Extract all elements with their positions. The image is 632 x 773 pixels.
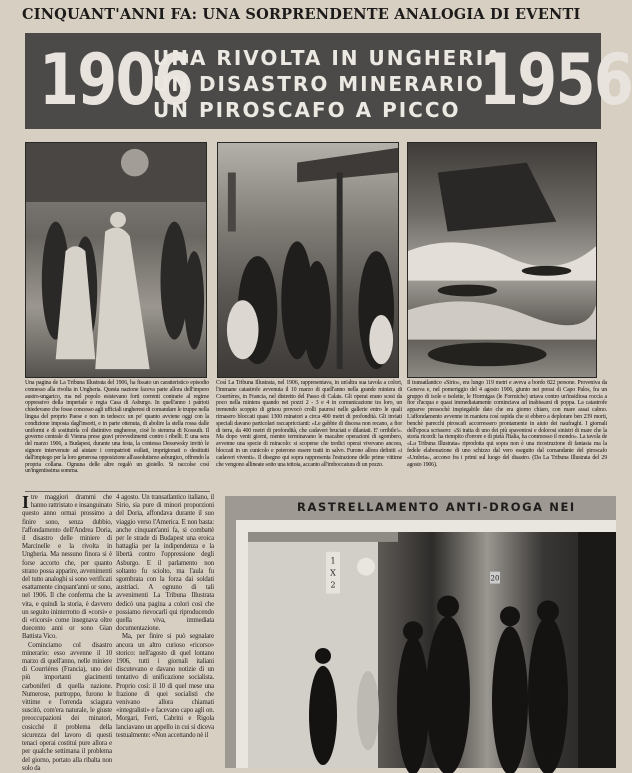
article-paragraph: Cominciamo col disastro minerario: esso avvenne il 10 marzo di quell'anno, nelle miniere di Courrières (Francia), uno dei più importanti giacimenti carboniferi di quella nazione. Numerose, purtroppo, furono le vittime e l'orrenda sciagura suscitò, com'era naturale, le giuste preoccupazioni dei minatori, cosicchè il problema della sicurezza del lavoro di questi tenaci operai costituì pure allora e per qualche settimana il problema del giorno, portato alla ribalta non solo da: [22, 641, 112, 772]
illustration-mine-disaster: [217, 142, 399, 378]
illustration-hungary-ball: [25, 142, 207, 378]
number-sign: 20: [490, 574, 500, 583]
article-paragraph: tre maggiori drammi che hanno rattristato e insanguinato questo anno ormai prossimo a finire sono, senza dubbio, l'affondamento dell'Andrea Doria, il disastro delle miniere di Marcinelle e la rivolta in Ungheria. Ma nessuno finora si è forse accorto che, per quanto strano possa apparire, avvenimenti del tutto analoghi si sono verificati esattamente cinquant'anni or sono, nel 1906. Il che conferma che la vita, e quindi la storia, è davvero un seguito ininterrotto di «corsi» e di «ricorsi» come insegnava oltre duecento anni or sono Gian Battista Vico.: [22, 494, 112, 641]
caption-mine: Così La Tribuna Illustrata, nel 1906, rappresentava, in un'altra sua tavola a colori, l'immane catastrofe avvenuta il 10 marzo di quell'anno nella grande miniera di Courrières, in Francia, nel distretto del Passo di Calais. Gli operai erano scesi da poco nella miniera quando nei pozzi 2 - 3 e 4 in comunicazione tra loro, un tremendo scoppio di grisou provocò crolli paurosi nelle gallerie entro le quali rimasero bloccati quasi 1300 minatori a circa 400 metri di profondità. Gli inviati speciali davano particolari raccapriccianti: «Le gabbie di discesa non recano, a fior di terra, da 400 metri di profondità, che cadaveri bruciati e dilaniati. E' orribile!». Ma dopo venti giorni, mentre terminavano le macabre operazioni di sgombero, avvenne una specie di miracolo: si scoperse che tredici operai vivevano ancora, bloccati in un cunicolo e poterono essere tratti in salvo. Furono allora definiti «i cadaveri viventi». Il disegno qui sopra rappresenta l'estrazione delle prime vittime che vengono allineate sotto una tettoia, accanto all'imboccatura di un pozzo.: [216, 380, 402, 468]
photo-feature: [225, 496, 616, 768]
street-raid-photo: [248, 532, 616, 768]
sign-text-1: 1: [330, 556, 336, 566]
article-column-2: [116, 494, 214, 740]
drop-cap: I: [22, 492, 29, 512]
headline-1: UNA RIVOLTA IN UNGHERIA: [153, 46, 503, 70]
photo-feature-title: RASTRELLAMENTO ANTI-DROGA NEI: [297, 500, 576, 514]
headline-banner: [25, 33, 632, 129]
caption-ship: Il transatlantico «Sirio», era lungo 119 metri e aveva a bordo 822 persone. Proveniva da Genova e, nel pomeriggio del 4 agosto 1906, giunto nei pressi di Capo Palos, fra un gruppo di isole e isolette, le Hormigas (le Formiche) urtava contro un'insidiosa roccia a fior d'acqua e quasi immediatamente cominciava ad inabissarsi di poppa. La catastrofe apparve pressochè inspiegabile dato che era giorno chiaro, con mare assai calmo. L'affondamento avvenne in maniera così rapida che si ebbero a deplorare ben 239 morti, benchè parecchi piroscafi accorressero prontamente in aiuto dei naufraghi. I giornali dell'epoca scrissero: «Si tratta di uno dei più spaventosi e dolorosi sinistri di mare che la storia ricordi: ha riempito d'orrore e di pietà l'Italia, ha commosso il mondo». La tavola de «La Tribuna Illustrata» riprodotta qui sopra non è una ricostruzione di fantasia ma la fedele elaborazione di uno schizzo dal vero eseguito dal comandante del piroscafo «Umbria», accorso fra i primi sul luogo del disastro. (Da La Tribuna Illustrata del 29 agosto 1906).: [407, 380, 607, 468]
sign-text-2: 2: [330, 580, 336, 590]
photo-mount: [236, 520, 616, 768]
headline-3: UN PIROSCAFO A PICCO: [153, 98, 461, 122]
year-right: 1956: [479, 39, 632, 121]
article-column-1: [22, 494, 112, 773]
article-paragraph: 4 agosto. Un transatlantico italiano, il Sirio, sia pure di minori proporzioni del Doria, affondava durante il suo viaggio verso l'America. E non basta: anche cinquant'anni fa, si combattè per le strade di Budapest una eroica battaglia per la indipendenza e la libertà contro l'oppressione degli Asburgo. E il parlamento non soltanto fu sciolto, ma l'aula fu sgombrata con la forza dai soldati austriaci. A ognuno di tali avvenimenti La Tribuna Illustrata dedicò una pagina a colori così che possiamo rievocarli qui riproducendo quella viva, immediata documentazione.: [116, 494, 214, 633]
illustration-sinking-ship: [407, 142, 597, 378]
sign-text-x: X: [330, 568, 336, 578]
headline-stack: [153, 45, 503, 123]
article-paragraph: Ma, per finire si può segnalare ancora un altro curioso «ricorso» storico: nell'agosto di quel lontano 1906, tutti i giornali italiani discutevano e davano notizie di un tentativo di unificazione socialista. Proprio così: il 10 di quel mese una frazione di quei socialisti che venivano allora chiamati «integralisti» e facevano capo agli on. Morgari, Ferri, Cabrini e Rigola lanciavano un appello in cui si diceva testualmente: «Non accettando nè il: [116, 633, 214, 739]
headline-2: UN DISASTRO MINERARIO: [153, 72, 485, 96]
section-kicker: CINQUANT'ANNI FA: UNA SORPRENDENTE ANALOGIA DI EVENTI: [22, 6, 581, 23]
year-left: 1906: [39, 39, 193, 121]
divider-rule: [25, 491, 210, 492]
caption-hungary: Una pagina de La Tribuna Illustrata del 1906, ha fissato un caratteristico episodio connesso alla rivolta in Ungheria. Questa nazione faceva parte allora dell'impero austro-ungarico, ma nel popolo esistevano forti correnti contrarie al regime oppressivo della imperiale e regia Casa di Asburgo. In quell'anno i patrioti chiedevano che fosse concesso agli ufficiali ungheresi di comandare le truppe nella lingua del proprio Paese e non in tedesco: un po' quanto avviene oggi con la condizione imposta dagl'insorti, e in parte ottenuta, di abolire la stella rossa dalle uniformi e di sostituirla col distintivo ungherese, cioè lo stemma di Kossuth. Il governo centrale di Vienna prese gravi provvedimenti contro i ribelli. E una sera del marzo 1906, a Budapest, durante una festa, la contessa Dessewsky invitò le signore intervenute ad aiutare i compatrioti esiliati, imprigionati o destituiti dall'impiego per la loro generosa opposizione all'assolutismo asburgico, offrendo la propria collana. Ognuna delle altre regalò un gioiello. Si raccolse così un'ingentissima somma.: [25, 380, 209, 475]
